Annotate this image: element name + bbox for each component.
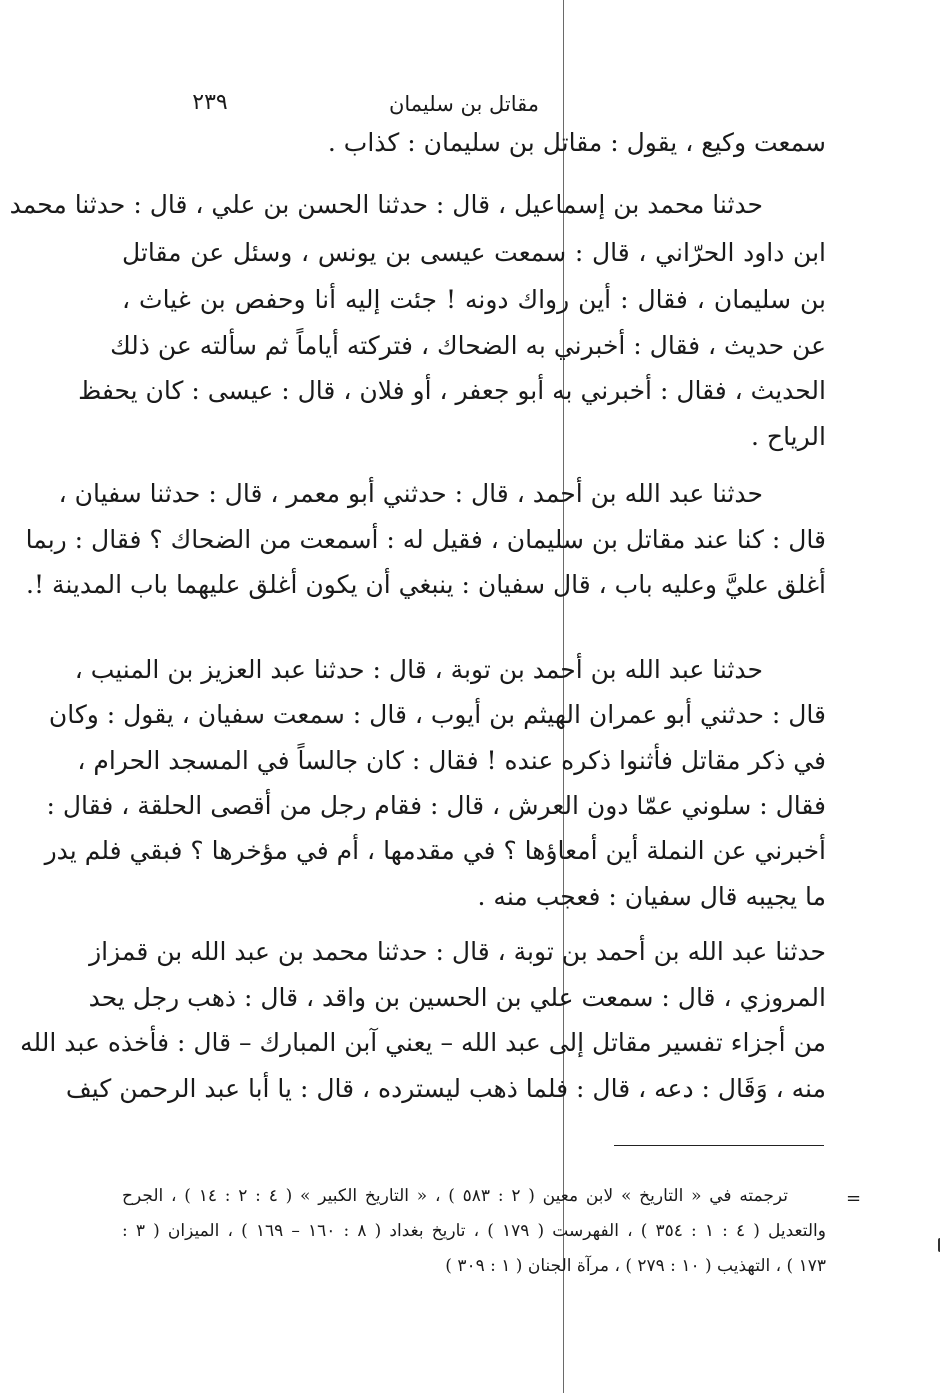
page-number: ٢٣٩ [192, 90, 228, 115]
text-line-15: أخبرني عن النملة أين أمعاؤها ؟ في مقدمها ، أم في مؤخرها ؟ فبقي فلم يدر [44, 836, 826, 865]
text-line-20: منه ، وَقَال : دعه ، قال : فلما ذهب ليسترده ، قال : يا أبا عبد الرحمن كيف [65, 1074, 826, 1103]
footnote-line-1: ترجمته في « التاريخ » لابن معين ( ٢ : ٥٨٣ ) ، « التاريخ الكبير » ( ٤ : ٢ : ١٤ ) ، الجرح [122, 1186, 789, 1206]
footnote-continuation-marker: = [846, 1188, 862, 1209]
margin-mark [938, 1238, 944, 1252]
text-line-2: حدثنا محمد بن إسماعيل ، قال : حدثنا الحسن بن علي ، قال : حدثنا محمد [9, 190, 763, 219]
footnote-rule [614, 1145, 824, 1146]
text-line-10: أغلق عليَّ وعليه باب ، قال سفيان : ينبغي أن يكون أغلق عليهما باب المدينة !. [26, 570, 826, 599]
text-line-8: حدثنا عبد الله بن أحمد ، قال : حدثني أبو معمر ، قال : حدثنا سفيان ، [58, 479, 763, 508]
text-line-4: بن سليمان ، فقال : أين رواك دونه ! جئت إليه أنا وحفص بن غياث ، [122, 285, 826, 314]
text-line-7: الرياح . [751, 422, 826, 451]
text-line-14: فقال : سلوني عمّا دون العرش ، قال : فقام رجل من أقصى الحلقة ، فقال : [46, 791, 826, 820]
text-line-11: حدثنا عبد الله بن أحمد بن توبة ، قال : حدثنا عبد العزيز بن المنيب ، [74, 655, 763, 684]
text-line-13: في ذكر مقاتل فأثنوا ذكره عنده ! فقال : كان جالساً في المسجد الحرام ، [77, 746, 826, 775]
text-line-19: من أجزاء تفسير مقاتل إلى عبد الله – يعني آبن المبارك – قال : فأخذه عبد الله [20, 1028, 826, 1057]
text-line-9: قال : كنا عند مقاتل بن سليمان ، فقيل له : أسمعت من الضحاك ؟ فقال : ربما [25, 525, 826, 554]
text-line-6: الحديث ، فقال : أخبرني به أبو جعفر ، أو فلان ، قال : عيسى : كان يحفظ [78, 376, 826, 405]
text-line-12: قال : حدثني أبو عمران الهيثم بن أيوب ، قال : سمعت سفيان ، يقول : وكان [48, 700, 826, 729]
footnote-line-3: ١٧٣ ) ، التهذيب ( ١٠ : ٢٧٩ ) ، مرآة الجنان ( ١ : ٣٠٩ ) [445, 1256, 826, 1276]
running-header-title: مقاتل بن سليمان [388, 92, 540, 116]
text-line-1: سمعت وكيع ، يقول : مقاتل بن سليمان : كذاب . [327, 128, 826, 157]
footnote-line-2: والتعديل ( ٤ : ١ : ٣٥٤ ) ، الفهرست ( ١٧٩ ) ، تاريخ بغداد ( ٨ : ١٦٠ – ١٦٩ ) ، الميزان ( ٣ : [122, 1221, 826, 1241]
text-line-3: ابن داود الحرّاني ، قال : سمعت عيسى بن يونس ، وسئل عن مقاتل [122, 238, 826, 267]
text-line-17: حدثنا عبد الله بن أحمد بن توبة ، قال : حدثنا محمد بن عبد الله بن قمزاز [89, 937, 826, 966]
text-line-5: عن حديث ، فقال : أخبرني به الضحاك ، فتركته أياماً ثم سألته عن ذلك [110, 331, 826, 360]
text-line-16: ما يجيبه قال سفيان : فعجب منه . [477, 882, 826, 911]
text-line-18: المروزي ، قال : سمعت علي بن الحسين بن واقد ، قال : ذهب رجل يحد [88, 983, 826, 1012]
